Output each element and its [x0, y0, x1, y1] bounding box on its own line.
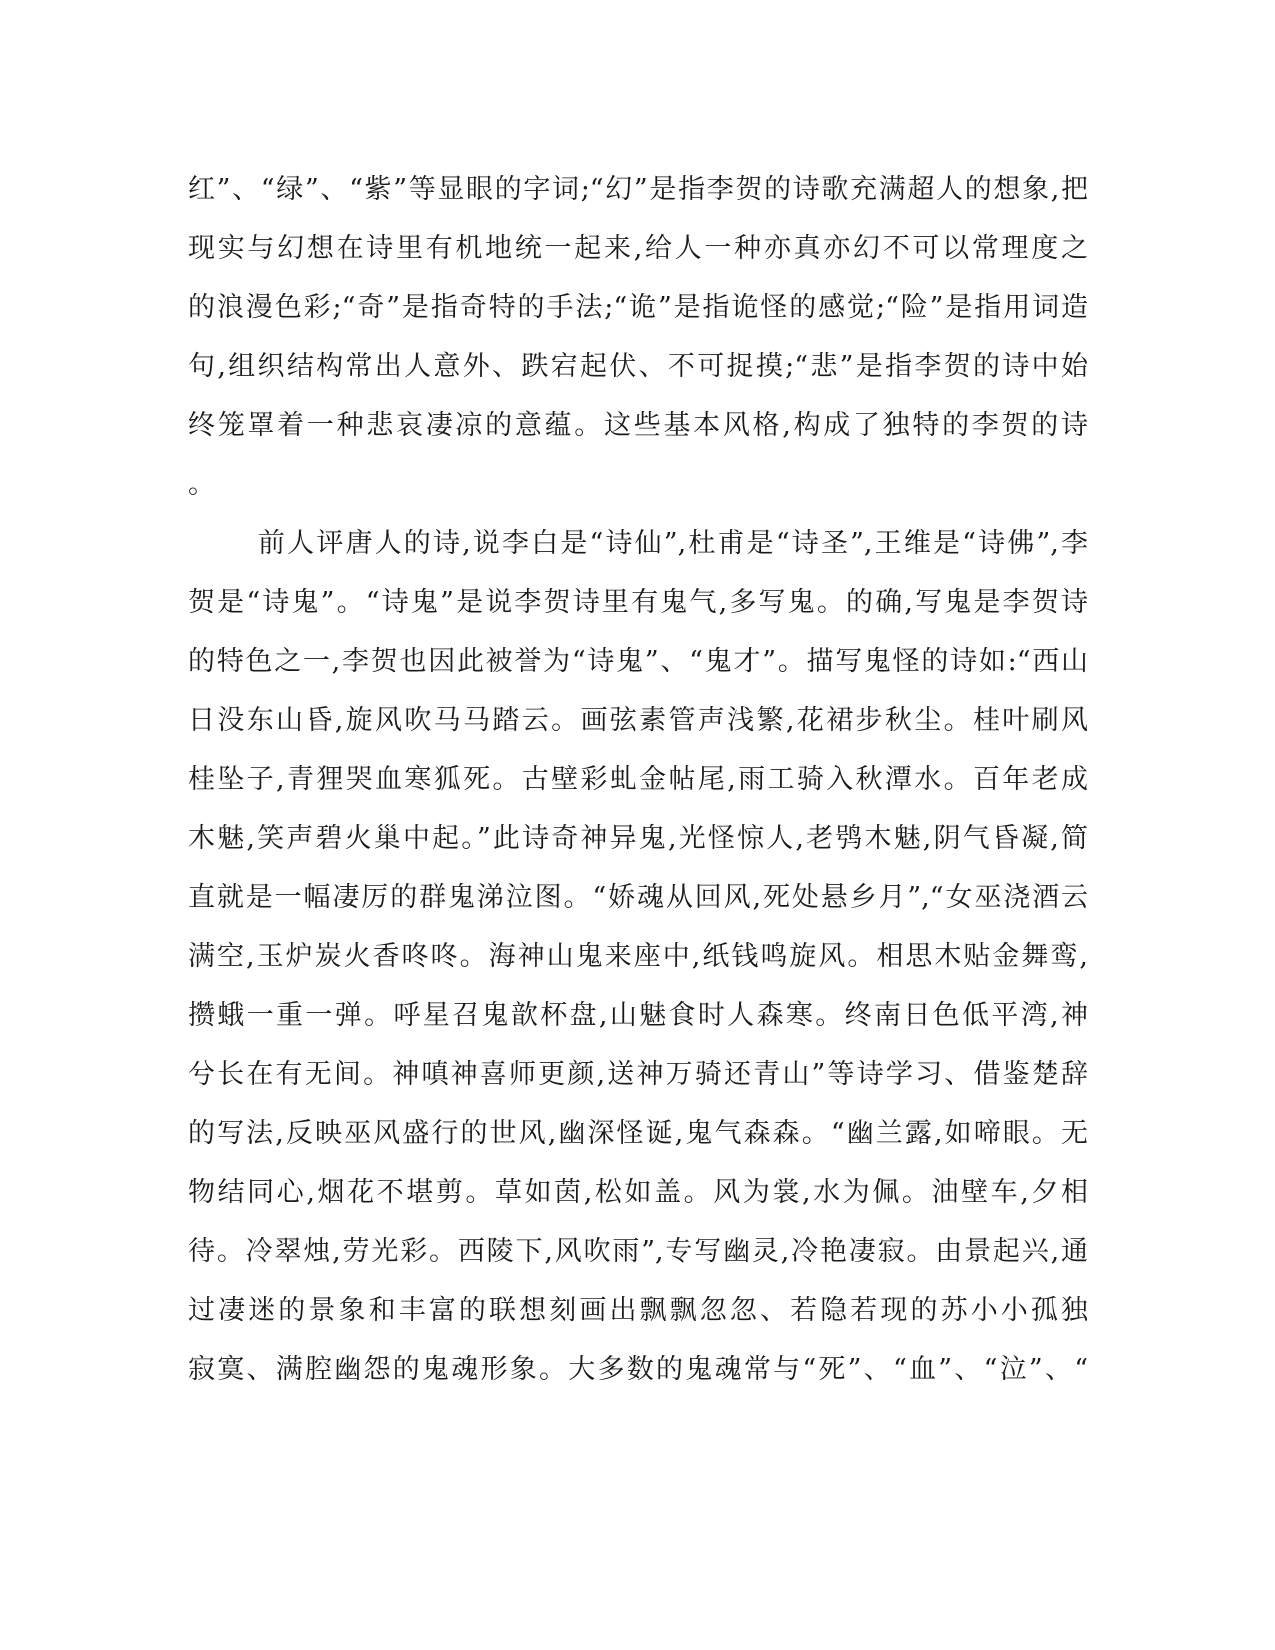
text-line: 寂寞、满腔幽怨的鬼魂形象。大多数的鬼魂常与“死”、“血”、“泣”、“: [188, 1354, 1088, 1385]
paragraph-2: [188, 514, 1088, 1399]
text-line: 物结同心,烟花不堪剪。草如茵,松如盖。风为裳,水为佩。油壁车,夕相: [188, 1177, 1088, 1208]
paragraph-1: [188, 160, 1088, 514]
text-line: 终笼罩着一种悲哀凄凉的意蕴。这些基本风格,构成了独特的李贺的诗: [188, 410, 1088, 441]
text-line: 满空,玉炉炭火香咚咚。海神山鬼来座中,纸钱鸣旋风。相思木贴金舞鸾,: [188, 941, 1088, 972]
text-line: 句,组织结构常出人意外、跌宕起伏、不可捉摸;“悲”是指李贺的诗中始: [188, 351, 1088, 382]
text-line: 兮长在有无间。神嗔神喜师更颜,送神万骑还青山”等诗学习、借鉴楚辞: [188, 1059, 1088, 1090]
text-line: 木魅,笑声碧火巢中起。”此诗奇神异鬼,光怪惊人,老鸮木魅,阴气昏凝,简: [188, 823, 1088, 854]
text-line: 日没东山昏,旋风吹马马踏云。画弦素管声浅繁,花裙步秋尘。桂叶刷风: [188, 705, 1088, 736]
text-line: 红”、“绿”、“紫”等显眼的字词;“幻”是指李贺的诗歌充满超人的想象,把: [188, 174, 1088, 205]
text-line: 的浪漫色彩;“奇”是指奇特的手法;“诡”是指诡怪的感觉;“险”是指用词造: [188, 292, 1088, 323]
text-line: 贺是“诗鬼”。“诗鬼”是说李贺诗里有鬼气,多写鬼。的确,写鬼是李贺诗: [188, 587, 1088, 618]
text-line: 待。冷翠烛,劳光彩。西陵下,风吹雨”,专写幽灵,冷艳凄寂。由景起兴,通: [188, 1236, 1088, 1267]
text-line: 的特色之一,李贺也因此被誉为“诗鬼”、“鬼才”。描写鬼怪的诗如:“西山: [188, 646, 1088, 677]
body-text: [188, 160, 1088, 1399]
text-line: 现实与幻想在诗里有机地统一起来,给人一种亦真亦幻不可以常理度之: [188, 233, 1088, 264]
text-line: 直就是一幅凄厉的群鬼涕泣图。“娇魂从回风,死处悬乡月”,“女巫浇酒云: [188, 882, 1088, 913]
text-line: 。: [188, 469, 215, 500]
text-line: 过凄迷的景象和丰富的联想刻画出飘飘忽忽、若隐若现的苏小小孤独: [188, 1295, 1088, 1326]
text-line: 桂坠子,青狸哭血寒狐死。古壁彩虬金帖尾,雨工骑入秋潭水。百年老成: [188, 764, 1088, 795]
text-line: 攒蛾一重一弹。呼星召鬼歆杯盘,山魅食时人森寒。终南日色低平湾,神: [188, 1000, 1088, 1031]
text-line: 前人评唐人的诗,说李白是“诗仙”,杜甫是“诗圣”,王维是“诗佛”,李: [258, 528, 1088, 559]
text-line: 的写法,反映巫风盛行的世风,幽深怪诞,鬼气森森。“幽兰露,如啼眼。无: [188, 1118, 1088, 1149]
